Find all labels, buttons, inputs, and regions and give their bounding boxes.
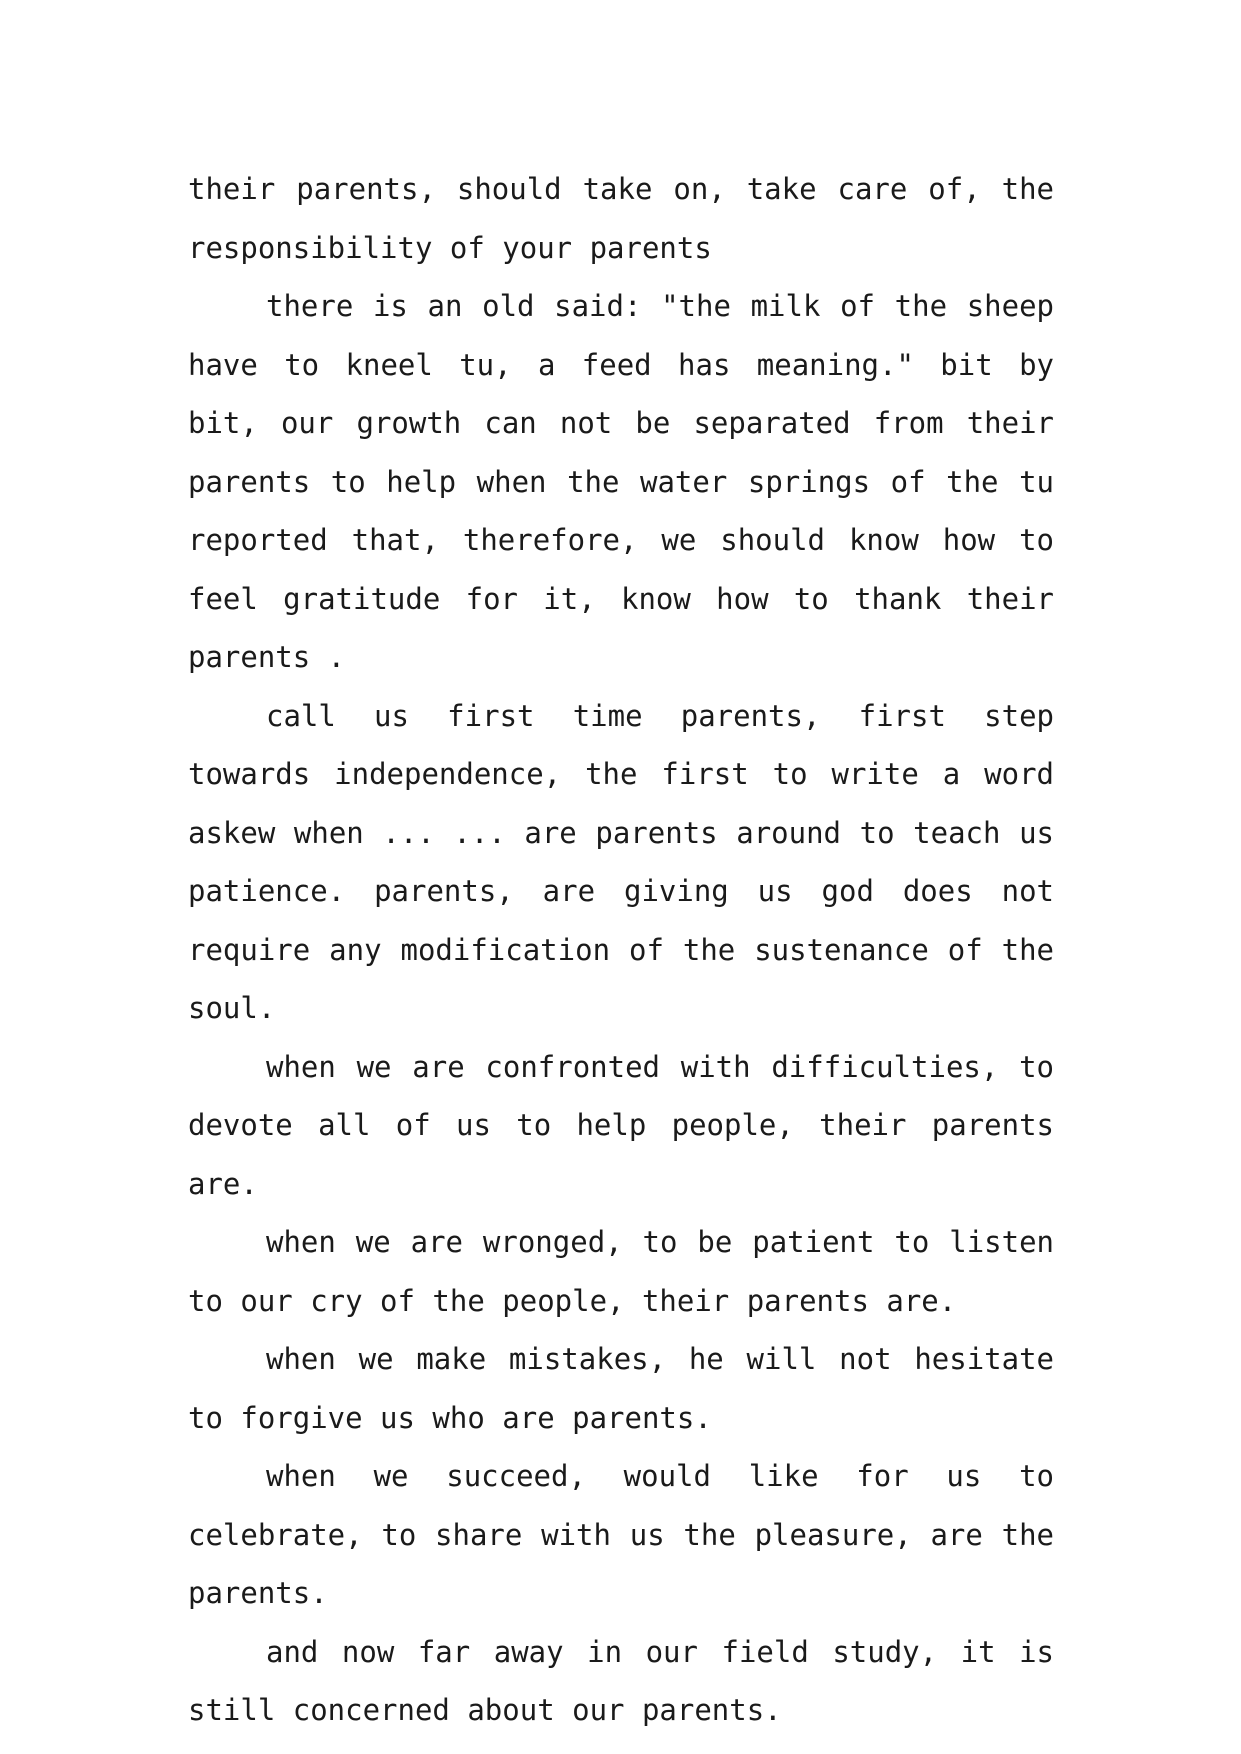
paragraph: their parents, should take on, take care of, the responsibility of your parents xyxy=(188,172,1054,265)
paragraph: when we succeed, would like for us to celebrate, to share with us the pleasure, are the parents. xyxy=(188,1459,1054,1610)
paragraph: when we make mistakes, he will not hesitate to forgive us who are parents. xyxy=(188,1342,1054,1435)
paragraph: when we are wronged, to be patient to listen to our cry of the people, their parents are. xyxy=(188,1225,1054,1318)
paragraph: call us first time parents, first step towards independence, the first to write a word askew when ... ... are parents around to teach us patience. parents, are giving us god does not require any modification of the sustenance of the soul. xyxy=(188,698,1054,1025)
paragraph: when we are confronted with difficulties, to devote all of us to help people, their parents are. xyxy=(188,1049,1054,1201)
document-body xyxy=(188,160,1054,1740)
paragraph: and now far away in our field study, it is still concerned about our parents. xyxy=(188,1634,1054,1727)
paragraph: there is an old said: "the milk of the sheep have to kneel tu, a feed has meaning." bit by bit, our growth can not be separated from their parents to help when the water springs of the tu reported that, therefore, we should know how to feel gratitude for it, know how to thank their parents . xyxy=(188,289,1054,674)
